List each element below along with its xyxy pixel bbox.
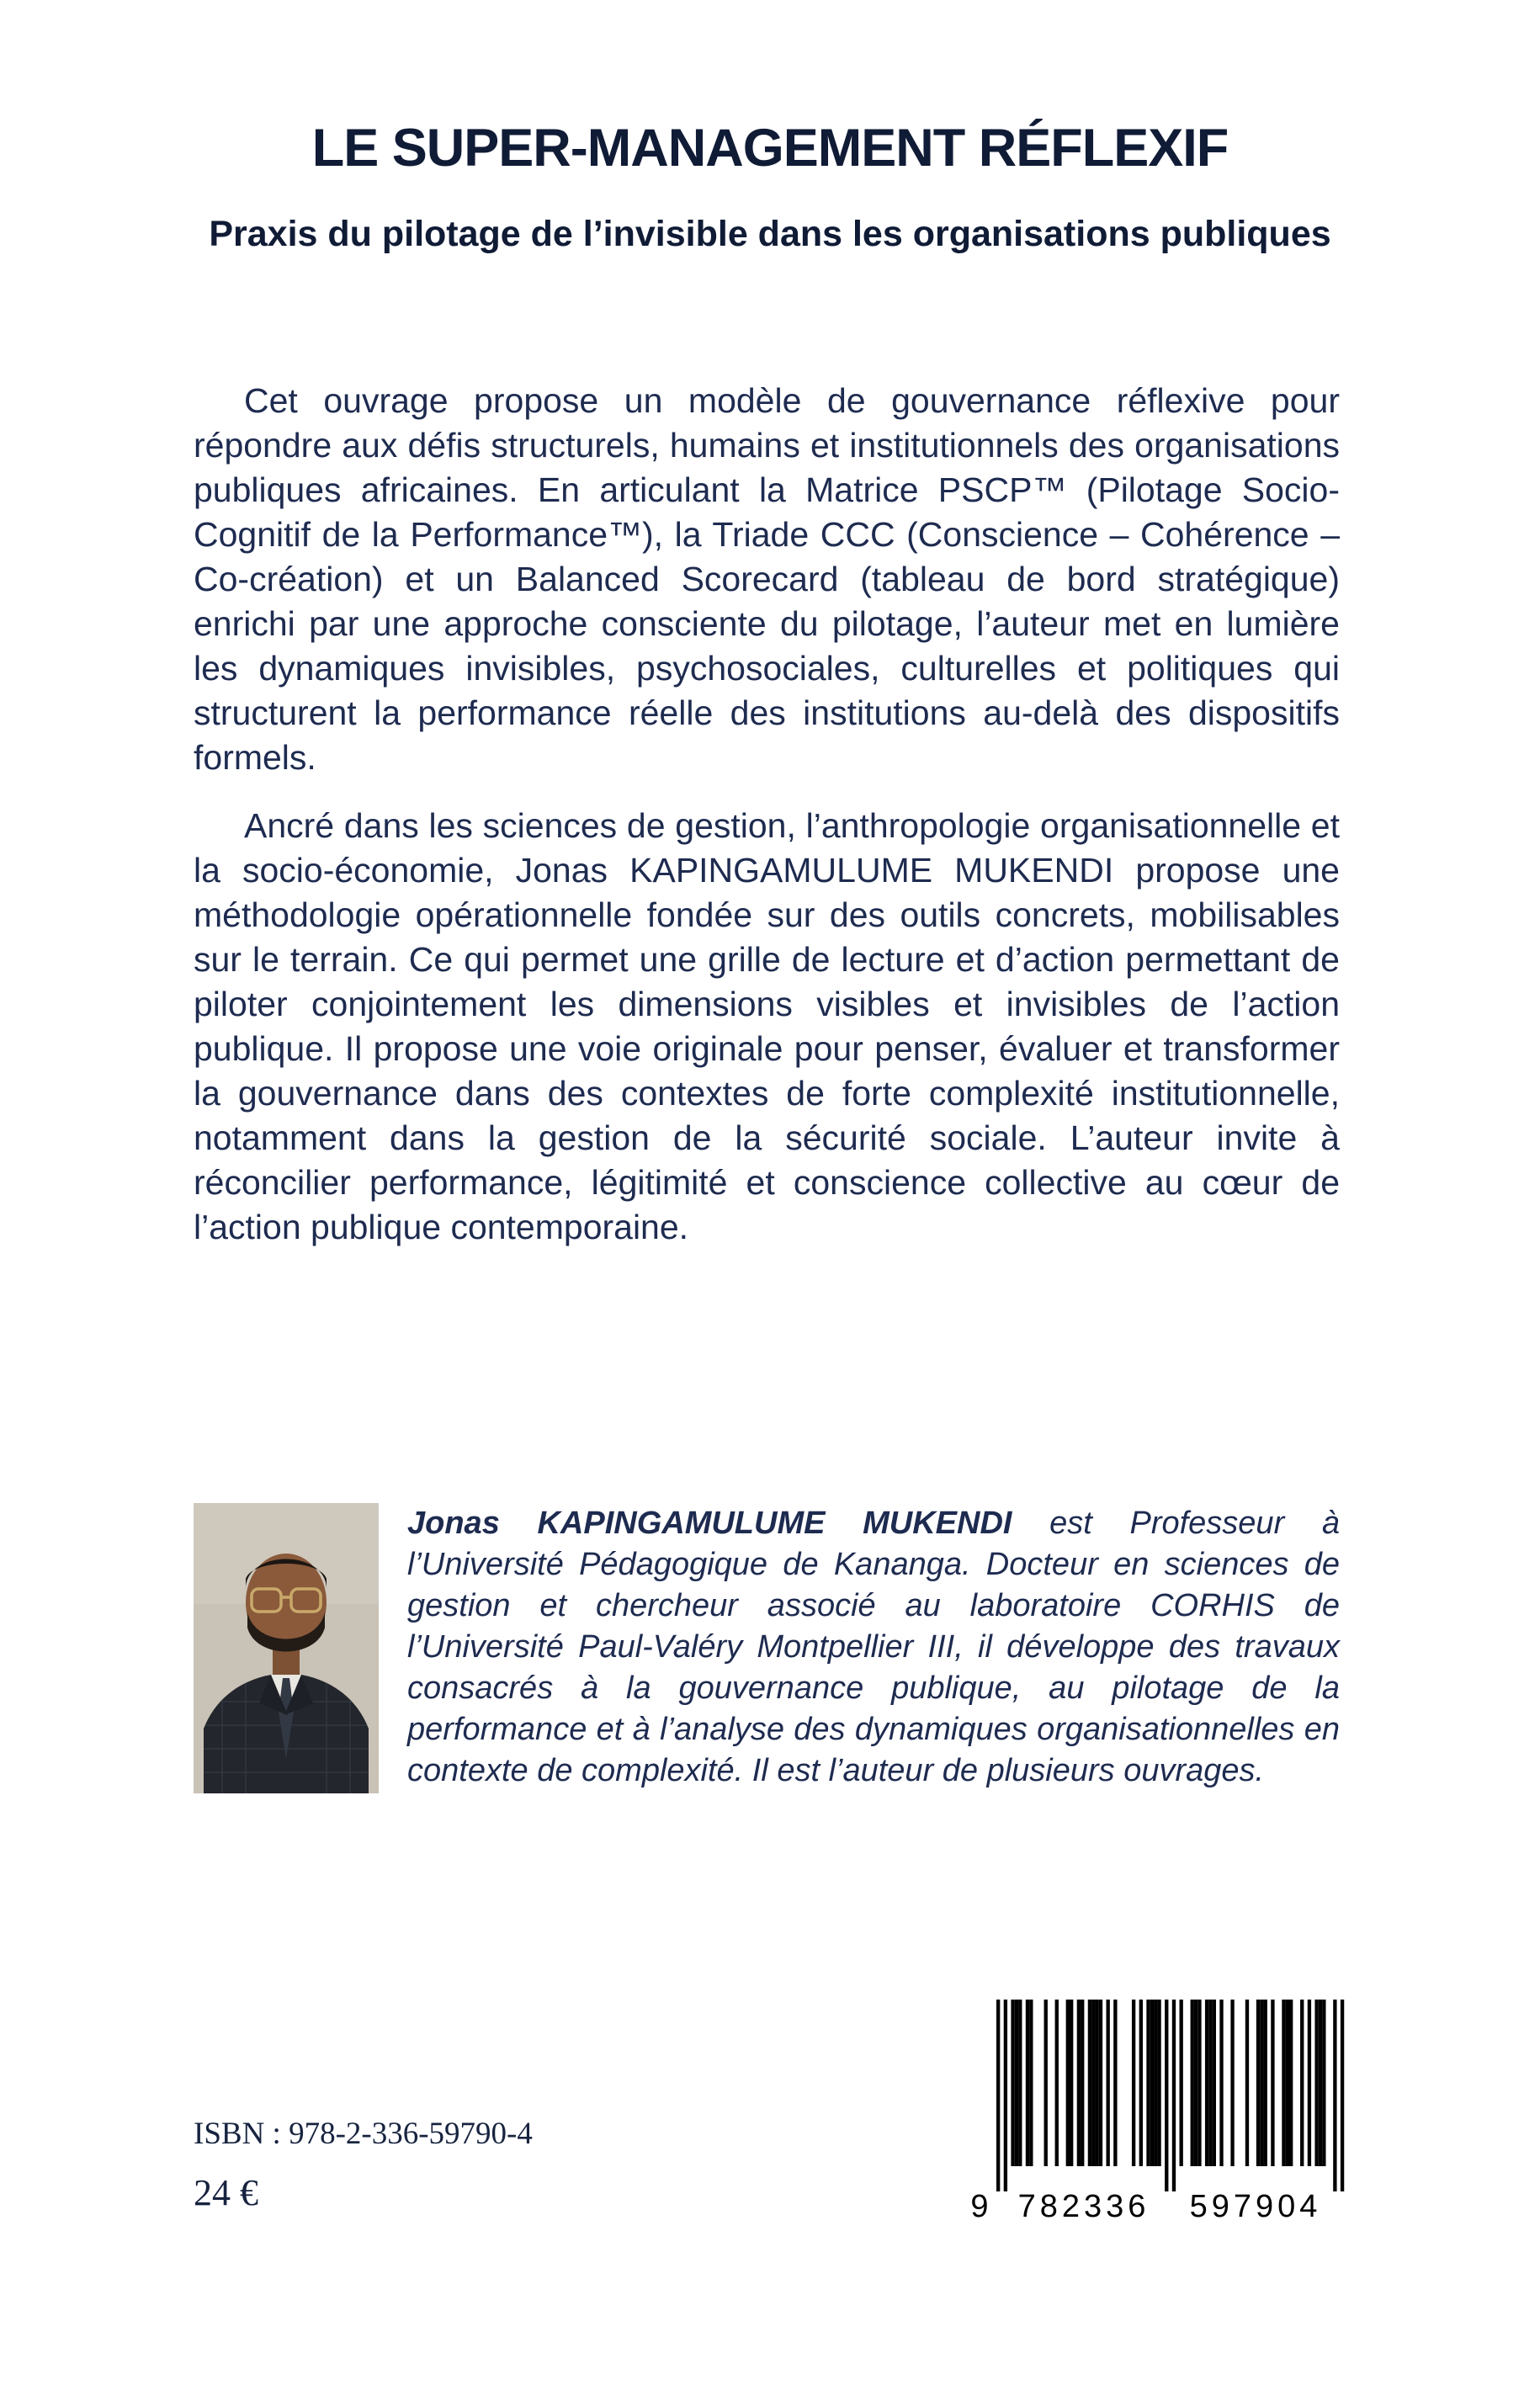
author-photo bbox=[194, 1503, 379, 1793]
back-cover-description bbox=[194, 379, 1340, 1273]
description-paragraph-1: Cet ouvrage propose un modèle de gouvernance réflexive pour répondre aux défis structurels, humains et institutionnels des organisations publiques africaines. En articulant la Matrice PSCP™ (Pilotage Socio-Cognitif de la Performance™), la Triade CCC (Conscience – Cohérence – Co-création) et un Balanced Scorecard (tableau de bord stratégique) enrichi par une approche consciente du pilotage, l’auteur met en lumière les dynamiques invisibles, psychosociales, culturelles et politiques qui structurent la performance réelle des institutions au-delà des dispositifs formels. bbox=[194, 381, 1340, 777]
author-bio-body: est Professeur à l’Université Pédagogique de Kananga. Docteur en sciences de gestion et chercheur associé au laboratoire CORHIS de l’Université Paul-Valéry Montpellier III, il développe des travaux consacrés à la gouvernance publique, au pilotage de la performance et à l’analyse des dynamiques organisationnelles en contexte de complexité. Il est l’auteur de plusieurs ouvrages. bbox=[407, 1506, 1341, 1788]
author-bio-section bbox=[194, 1503, 1340, 1793]
book-title: LE SUPER-MANAGEMENT RÉFLEXIF bbox=[311, 119, 1229, 178]
barcode-graphic bbox=[966, 2000, 1353, 2220]
price-text: 24 € bbox=[194, 2172, 258, 2213]
barcode-digit-group-1: 782336 bbox=[1017, 2189, 1150, 2220]
barcode-left-digit: 9 bbox=[970, 2189, 989, 2220]
author-bio-text bbox=[407, 1503, 1340, 1792]
isbn-text: ISBN : 978-2-336-59790-4 bbox=[194, 2117, 533, 2151]
author-name: Jonas KAPINGAMULUME MUKENDI bbox=[407, 1506, 1012, 1541]
ean13-barcode bbox=[966, 2000, 1353, 2220]
description-paragraph-2: Ancré dans les sciences de gestion, l’anthropologie organisationnelle et la socio-économie, Jonas KAPINGAMULUME MUKENDI propose une méthodologie opérationnelle fondée sur des outils concrets, mobilisables sur le terrain. Ce qui permet une grille de lecture et d’action permettant de piloter conjointement les dimensions visibles et invisibles de l’action publique. Il propose une voie originale pour penser, évaluer et transformer la gouvernance dans des contextes de forte complexité institutionnelle, notamment dans la gestion de la sécurité sociale. L’auteur invite à réconcilier performance, légitimité et conscience collective au cœur de l’action publique contemporaine. bbox=[194, 806, 1340, 1246]
barcode-bars bbox=[996, 2000, 1344, 2191]
book-subtitle: Praxis du pilotage de l’invisible dans les organisations publiques bbox=[209, 214, 1331, 254]
barcode-digit-group-2: 597904 bbox=[1189, 2189, 1322, 2220]
